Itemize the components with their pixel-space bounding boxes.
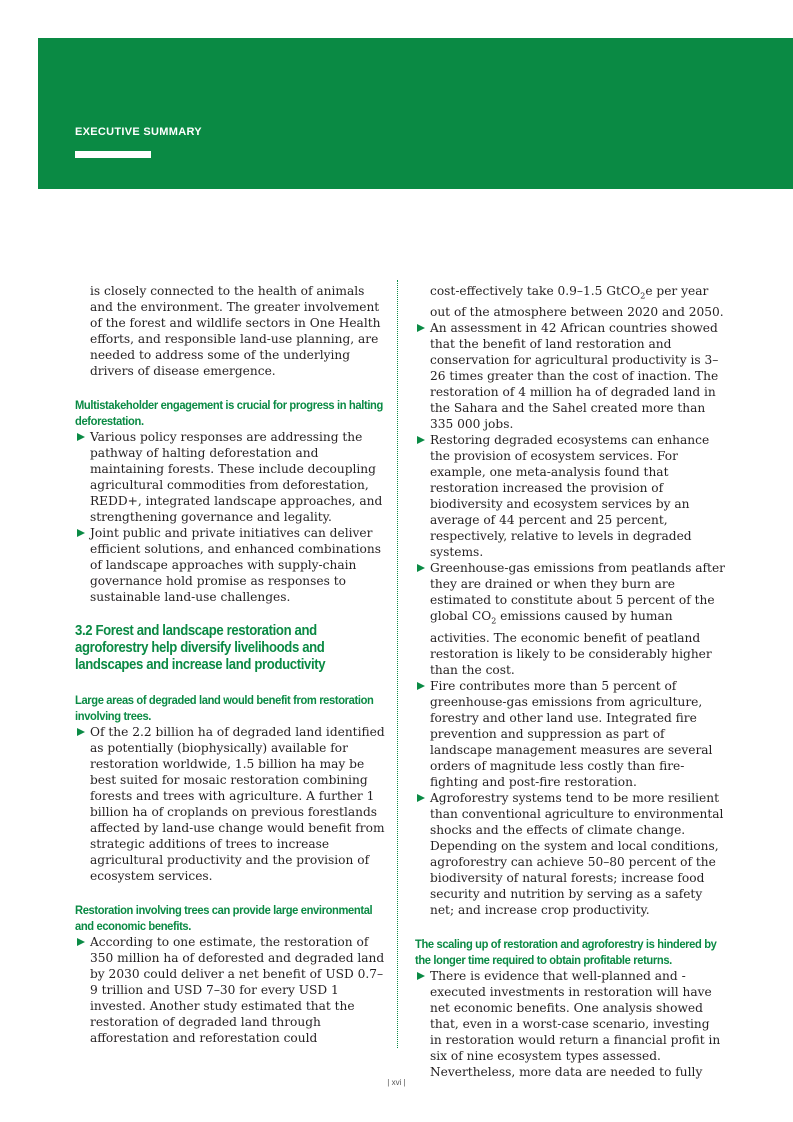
bullet-list <box>75 934 385 1046</box>
section-title: 3.2 Forest and landscape restoration and agroforestry help diversify livelihoods and landscapes and increase land productivity <box>75 623 326 673</box>
list-item: According to one estimate, the restoration of 350 million ha of deforested and degraded land by 2030 could deliver a net benefit of USD 0.7–9 trillion and USD 7–30 for every USD 1 invested. Another study estimated that the restoration of degraded land through afforestation and reforestation could <box>75 934 385 1046</box>
list-item: Restoring degraded ecosystems can enhance the provision of ecosystem services. For example, one meta-analysis found that restoration increased the provision of biodiversity and ecosystem services by an average of 44 percent and 25 percent, respectively, relative to levels in degraded systems. <box>415 432 725 560</box>
bullet-list <box>75 429 385 605</box>
list-item: There is evidence that well-planned and -executed investments in restoration will have net economic benefits. One analysis showed that, even in a worst-case scenario, investing in restoration would return a financial profit in six of nine ecosystem types assessed. Nevertheless, more data are needed to fully <box>415 968 725 1080</box>
column-divider <box>397 280 398 1048</box>
header-rule <box>75 151 151 158</box>
subscript: 2 <box>491 616 497 626</box>
continued-paragraph <box>415 283 725 320</box>
intro-paragraph: is closely connected to the health of animals and the environment. The greater involvement of the forest and wildlife sectors in One Health efforts, and responsible land-use planning, are needed to address some of the underlying drivers of disease emergence. <box>90 284 381 378</box>
subscript: 2 <box>640 291 646 301</box>
left-column <box>75 283 385 1046</box>
bullet-list <box>415 968 725 1080</box>
text-fragment: emissions caused by human activities. The economic benefit of peatland restoration is likely to be considerably higher than the cost. <box>430 609 712 677</box>
list-item <box>415 560 725 677</box>
list-item: Various policy responses are addressing the pathway of halting deforestation and maintaining forests. These include decoupling agricultural commodities from deforestation, REDD+, integrated landscape approaches, and strengthening governance and legality. <box>75 429 385 525</box>
list-item: Joint public and private initiatives can deliver efficient solutions, and enhanced combinations of landscape approaches with supply-chain governance hold promise as responses to sustainable land-use challenges. <box>75 525 385 605</box>
right-column <box>415 283 725 1080</box>
heading-scaling-up: The scaling up of restoration and agroforestry is hindered by the longer time required to obtain profitable returns. <box>415 936 717 967</box>
heading-multistakeholder: Multistakeholder engagement is crucial for progress in halting deforestation. <box>75 398 383 428</box>
text-fragment: e per year out of the atmosphere between 2020 and 2050. <box>430 284 724 320</box>
list-item: An assessment in 42 African countries showed that the benefit of land restoration and conservation for agricultural productivity is 3–26 times greater than the cost of inaction. The restoration of 4 million ha of degraded land in the Sahara and the Sahel created more than 335 000 jobs. <box>415 320 725 432</box>
section-label: EXECUTIVE SUMMARY <box>75 126 202 138</box>
list-item: Of the 2.2 billion ha of degraded land identified as potentially (biophysically) available for restoration worldwide, 1.5 billion ha may be best suited for mosaic restoration combining forests and trees with agriculture. A further 1 billion ha of croplands on previous forestlands affected by land-use change would benefit from strategic additions of trees to increase agricultural productivity and the provision of ecosystem services. <box>75 724 385 884</box>
header-banner <box>38 38 793 189</box>
list-item: Fire contributes more than 5 percent of greenhouse-gas emissions from agriculture, forestry and other land use. Integrated fire prevention and suppression as part of landscape management measures are several orders of magnitude less costly than fire-fighting and post-fire restoration. <box>415 678 725 790</box>
text-fragment: cost-effectively take 0.9–1.5 GtCO <box>430 284 641 298</box>
list-item: Agroforestry systems tend to be more resilient than conventional agriculture to environmental shocks and the effects of climate change. Depending on the system and local conditions, agroforestry can achieve 50–80 percent of the biodiversity of natural forests; increase food security and nutrition by serving as a safety net; and increase crop productivity. <box>415 790 725 918</box>
heading-benefits: Restoration involving trees can provide large environmental and economic benefits. <box>75 903 373 933</box>
bullet-list <box>415 320 725 917</box>
page-number: | xvi | <box>387 1078 406 1087</box>
bullet-list <box>75 724 385 884</box>
heading-degraded-land: Large areas of degraded land would benefit from restoration involving trees. <box>75 693 374 723</box>
text-fragment: Greenhouse-gas emissions from peatlands after they are drained or when they burn are estimated to constitute about 5 percent of the global CO <box>430 561 725 624</box>
